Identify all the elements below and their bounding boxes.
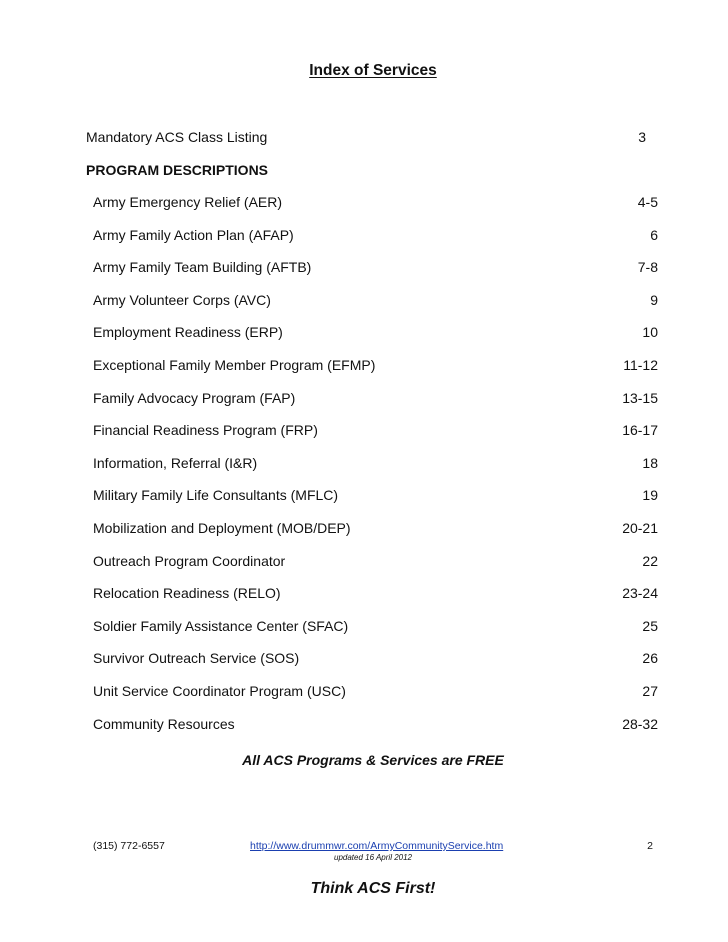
index-entry-label: Relocation Readiness (RELO) bbox=[93, 585, 281, 602]
index-entry-label: Employment Readiness (ERP) bbox=[93, 324, 283, 341]
index-entry bbox=[0, 420, 728, 440]
tagline: Think ACS First! bbox=[310, 880, 436, 897]
index-entry-label: Exceptional Family Member Program (EFMP) bbox=[93, 357, 376, 373]
index-entry bbox=[0, 225, 728, 245]
index-entry-label: Military Family Life Consultants (MFLC) bbox=[93, 487, 339, 504]
footer-url-link[interactable]: http://www.drummwr.com/ArmyCommunityService.htm bbox=[250, 840, 504, 852]
free-note: All ACS Programs & Services are FREE bbox=[242, 752, 504, 768]
index-entry bbox=[0, 714, 728, 734]
index-entry-label: Army Family Action Plan (AFAP) bbox=[93, 226, 294, 243]
index-entry-label: Information, Referral (I&R) bbox=[93, 454, 258, 471]
index-entry bbox=[0, 551, 728, 571]
mandatory-page: 3 bbox=[638, 129, 646, 145]
index-entry-label: Community Resources bbox=[93, 715, 235, 732]
index-entry-page: 6 bbox=[650, 226, 658, 243]
index-entry-page: 4-5 bbox=[637, 194, 658, 210]
footer-updated: updated 16 April 2012 bbox=[334, 853, 412, 862]
index-entry-page: 13-15 bbox=[622, 389, 658, 406]
index-entry-label: Army Volunteer Corps (AVC) bbox=[93, 291, 271, 308]
index-entry-label: Soldier Family Assistance Center (SFAC) bbox=[93, 617, 349, 634]
index-entry bbox=[0, 322, 728, 342]
index-entry-page: 7-8 bbox=[637, 259, 658, 276]
index-entry-label: Outreach Program Coordinator bbox=[93, 552, 286, 569]
index-entry-page: 25 bbox=[642, 617, 658, 634]
index-entry bbox=[0, 355, 728, 375]
index-entry-page: 28-32 bbox=[622, 715, 658, 732]
mandatory-row bbox=[0, 127, 728, 147]
index-entry-page: 19 bbox=[642, 487, 658, 504]
index-entry-label: Army Family Team Building (AFTB) bbox=[93, 259, 312, 276]
index-entry bbox=[0, 453, 728, 473]
index-entry-page: 9 bbox=[650, 291, 658, 308]
index-entry-label: Survivor Outreach Service (SOS) bbox=[93, 650, 300, 667]
index-entry-page: 22 bbox=[642, 552, 658, 569]
index-entry-page: 18 bbox=[642, 454, 658, 471]
index-entry-label: Family Advocacy Program (FAP) bbox=[93, 389, 296, 406]
footer-phone: (315) 772-6557 bbox=[93, 840, 165, 852]
index-entry bbox=[0, 290, 728, 310]
index-entry bbox=[0, 648, 728, 668]
mandatory-label: Mandatory ACS Class Listing bbox=[86, 129, 268, 145]
index-entry-label: Unit Service Coordinator Program (USC) bbox=[93, 683, 346, 699]
index-entry-page: 10 bbox=[642, 324, 658, 341]
index-entry bbox=[0, 388, 728, 408]
index-entry-page: 11-12 bbox=[623, 357, 658, 373]
index-entry bbox=[0, 518, 728, 538]
index-entry bbox=[0, 257, 728, 277]
index-entry-page: 27 bbox=[642, 683, 658, 699]
index-entry-label: Army Emergency Relief (AER) bbox=[93, 194, 283, 210]
index-entry bbox=[0, 485, 728, 505]
index-entry-label: Mobilization and Deployment (MOB/DEP) bbox=[93, 520, 351, 536]
index-entry bbox=[0, 681, 728, 701]
footer bbox=[0, 840, 728, 870]
page-title: Index of Services bbox=[309, 62, 437, 79]
index-entry-page: 16-17 bbox=[622, 422, 658, 439]
footer-page-number: 2 bbox=[647, 840, 653, 852]
index-entry-label: Financial Readiness Program (FRP) bbox=[93, 422, 318, 439]
section-heading: PROGRAM DESCRIPTIONS bbox=[86, 162, 269, 178]
index-entry-page: 20-21 bbox=[622, 520, 658, 536]
index-entry-page: 23-24 bbox=[622, 585, 658, 602]
index-entry bbox=[0, 192, 728, 212]
index-entry bbox=[0, 616, 728, 636]
index-entry-page: 26 bbox=[642, 650, 658, 667]
index-entry bbox=[0, 583, 728, 603]
